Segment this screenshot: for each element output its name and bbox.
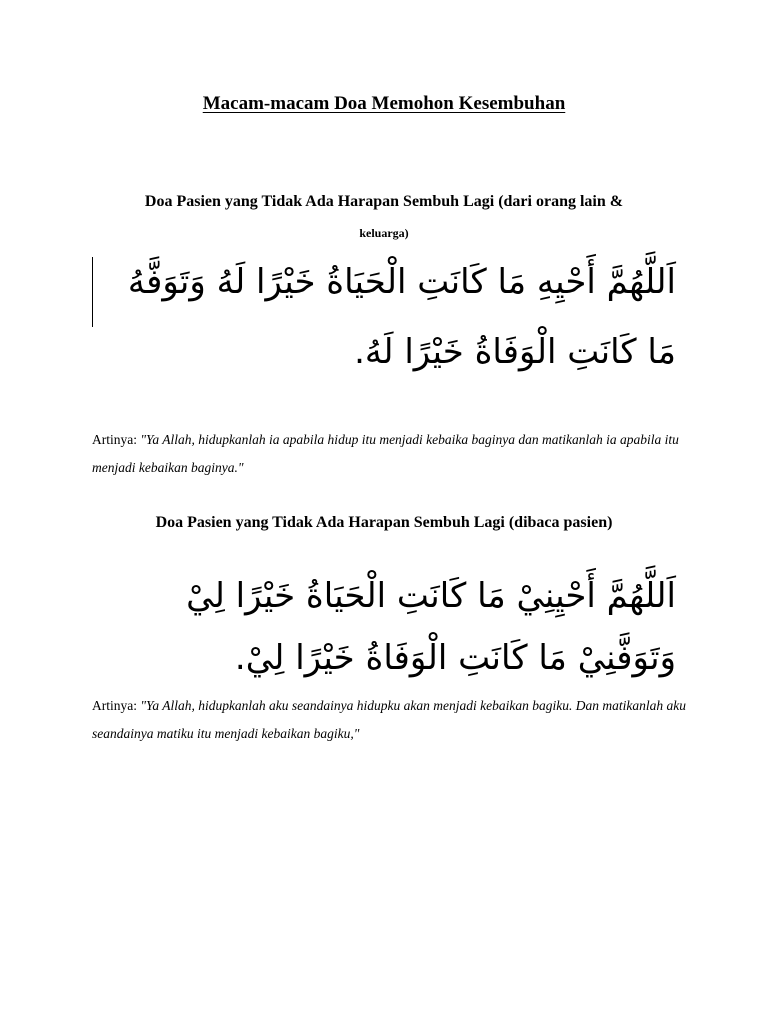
section2-meaning-label: Artinya: (92, 698, 137, 713)
section2-meaning (92, 692, 692, 748)
section2-arabic-line2: وَتَوَفَّنِيْ مَا كَانَتِ الْوَفَاةُ خَيْرًا لِيْ. (234, 638, 676, 678)
section1-meaning-text: "Ya Allah, hidupkanlah ia apabila hidup itu menjadi kebaika baginya dan matikanlah ia apabila itu menjadi kebaikan baginya." (92, 432, 679, 475)
section2-meaning-text: "Ya Allah, hidupkanlah aku seandainya hidupku akan menjadi kebaikan bagiku. Dan matikanlah aku seandainya matiku itu menjadi kebaikan bagiku," (92, 698, 686, 741)
section1-arabic-line2: مَا كَانَتِ الْوَفَاةُ خَيْرًا لَهُ. (354, 332, 676, 372)
section2-heading: Doa Pasien yang Tidak Ada Harapan Sembuh Lagi (dibaca pasien) (155, 514, 613, 531)
text-cursor (92, 257, 93, 327)
section2-arabic-line1: اَللَّهُمَّ أَحْيِنِيْ مَا كَانَتِ الْحَيَاةُ خَيْرًا لِيْ (186, 576, 676, 616)
section1-arabic-line1: اَللَّهُمَّ أَحْيِهِ مَا كَانَتِ الْحَيَاةُ خَيْرًا لَهُ وَتَوَفَّهُ (127, 262, 676, 302)
section1-meaning-label: Artinya: (92, 432, 137, 447)
section1-meaning (92, 426, 692, 482)
page-title: Macam-macam Doa Memohon Kesembuhan (202, 93, 566, 114)
section1-heading-line2: keluarga) (359, 226, 409, 240)
section1-heading-line1: Doa Pasien yang Tidak Ada Harapan Sembuh Lagi (dari orang lain & (144, 193, 624, 210)
